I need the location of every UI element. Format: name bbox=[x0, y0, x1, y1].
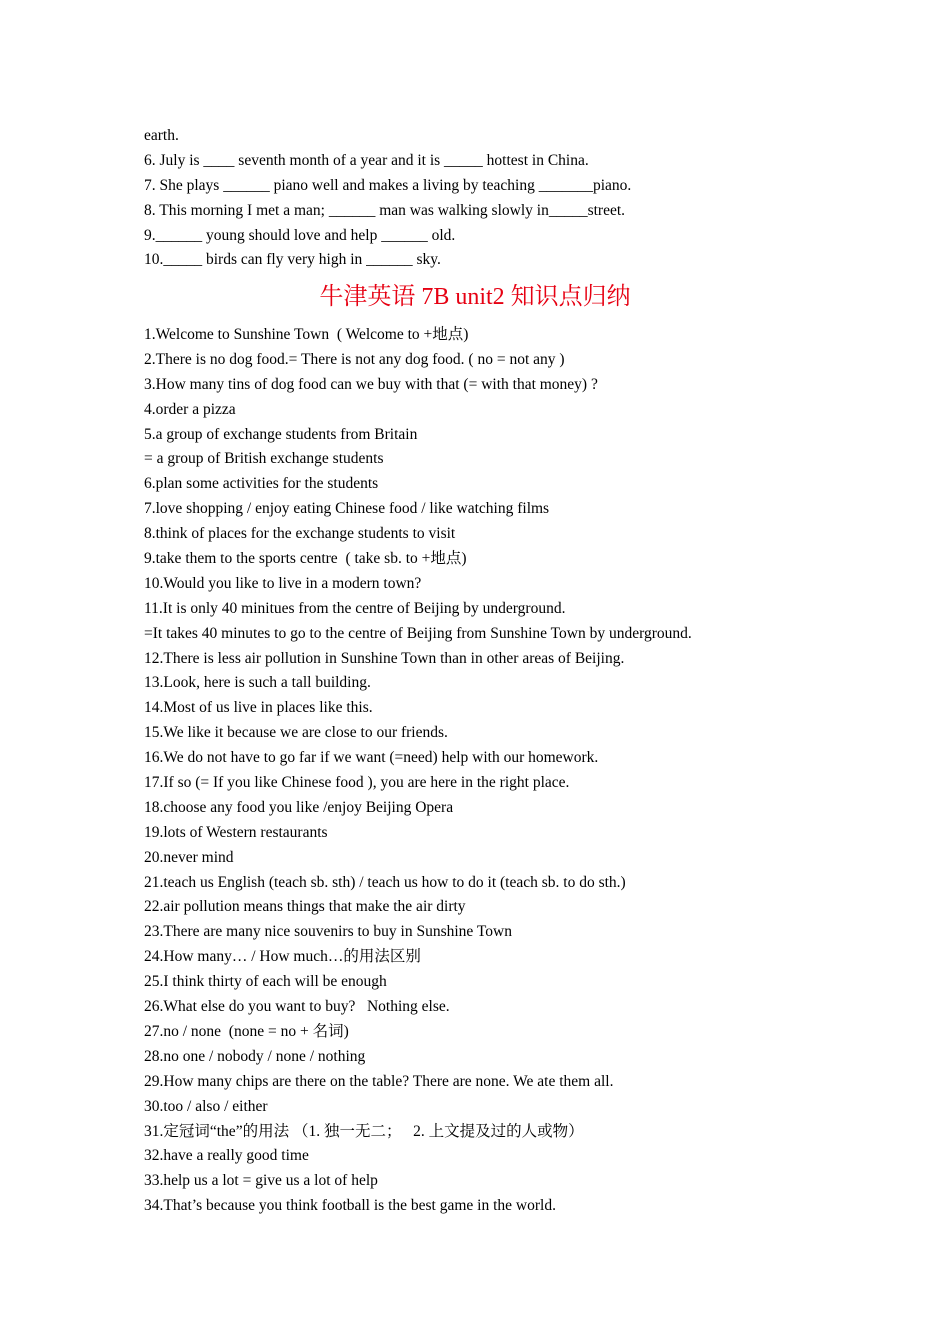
note-line: 29.How many chips are there on the table? There are none. We ate them all. bbox=[144, 1072, 614, 1090]
note-line: 16.We do not have to go far if we want (=need) help with our homework. bbox=[144, 749, 599, 767]
note-line: 21.teach us English (teach sb. sth) / teach us how to do it (teach sb. to do sth.) bbox=[144, 873, 626, 891]
section-title: 牛津英语 7B unit2 知识点归纳 bbox=[319, 284, 631, 310]
note-line: 23.There are many nice souvenirs to buy in Sunshine Town bbox=[144, 923, 512, 941]
exercise-list bbox=[144, 124, 844, 273]
note-line: 17.If so (= If you like Chinese food ), you are here in the right place. bbox=[144, 774, 570, 792]
note-line: 5.a group of exchange students from Britain bbox=[144, 425, 418, 443]
note-line: 30.too / also / either bbox=[144, 1097, 268, 1115]
note-line: 25.I think thirty of each will be enough bbox=[144, 973, 387, 991]
note-line: 32.have a really good time bbox=[144, 1147, 309, 1165]
exercise-line: 9.______ young should love and help ______ old. bbox=[144, 226, 456, 244]
note-line: 1.Welcome to Sunshine Town ( Welcome to +地点) bbox=[144, 326, 469, 343]
note-line: 13.Look, here is such a tall building. bbox=[144, 674, 371, 692]
note-line: 26.What else do you want to buy? Nothing else. bbox=[144, 998, 450, 1016]
exercise-line: earth. bbox=[144, 127, 179, 144]
note-line: 6.plan some activities for the students bbox=[144, 475, 379, 493]
note-line: 20.never mind bbox=[144, 848, 234, 866]
note-line: =It takes 40 minutes to go to the centre of Beijing from Sunshine Town by underground. bbox=[144, 624, 692, 642]
note-line: 28.no one / nobody / none / nothing bbox=[144, 1047, 366, 1065]
note-line: 22.air pollution means things that make the air dirty bbox=[144, 898, 466, 916]
exercise-line: 10._____ birds can fly very high in ______ sky. bbox=[144, 251, 441, 269]
note-line: 11.It is only 40 minitues from the centre of Beijing by underground. bbox=[144, 599, 566, 617]
note-line: 14.Most of us live in places like this. bbox=[144, 699, 373, 717]
note-line: 27.no / none (none = no + 名词) bbox=[144, 1022, 349, 1040]
note-line: 8.think of places for the exchange students to visit bbox=[144, 525, 456, 543]
note-line: 9.take them to the sports centre ( take sb. to +地点) bbox=[144, 550, 467, 568]
note-line: 34.That’s because you think football is the best game in the world. bbox=[144, 1197, 556, 1215]
exercise-line: 8. This morning I met a man; ______ man was walking slowly in_____street. bbox=[144, 201, 626, 219]
note-line: 15.We like it because we are close to our friends. bbox=[144, 724, 448, 742]
note-line: 7.love shopping / enjoy eating Chinese food / like watching films bbox=[144, 500, 550, 518]
note-line: 2.There is no dog food.= There is not any dog food. ( no = not any ) bbox=[144, 350, 565, 368]
notes-list bbox=[144, 323, 844, 1219]
note-line: 18.choose any food you like /enjoy Beijing Opera bbox=[144, 798, 454, 816]
exercise-line: 7. She plays ______ piano well and makes a living by teaching _______piano. bbox=[144, 176, 632, 194]
note-line: 12.There is less air pollution in Sunshine Town than in other areas of Beijing. bbox=[144, 649, 625, 667]
note-line: = a group of British exchange students bbox=[144, 450, 384, 468]
note-line: 4.order a pizza bbox=[144, 400, 236, 418]
note-line: 33.help us a lot = give us a lot of help bbox=[144, 1172, 378, 1190]
exercise-line: 6. July is ____ seventh month of a year and it is _____ hottest in China. bbox=[144, 151, 589, 169]
note-line: 19.lots of Western restaurants bbox=[144, 823, 328, 841]
note-line: 10.Would you like to live in a modern town? bbox=[144, 574, 422, 592]
note-line: 24.How many… / How much…的用法区别 bbox=[144, 948, 421, 966]
note-line: 31.定冠词“the”的用法 （1. 独一无二； 2. 上文提及过的人或物） bbox=[144, 1122, 584, 1140]
note-line: 3.How many tins of dog food can we buy with that (= with that money) ? bbox=[144, 375, 598, 393]
